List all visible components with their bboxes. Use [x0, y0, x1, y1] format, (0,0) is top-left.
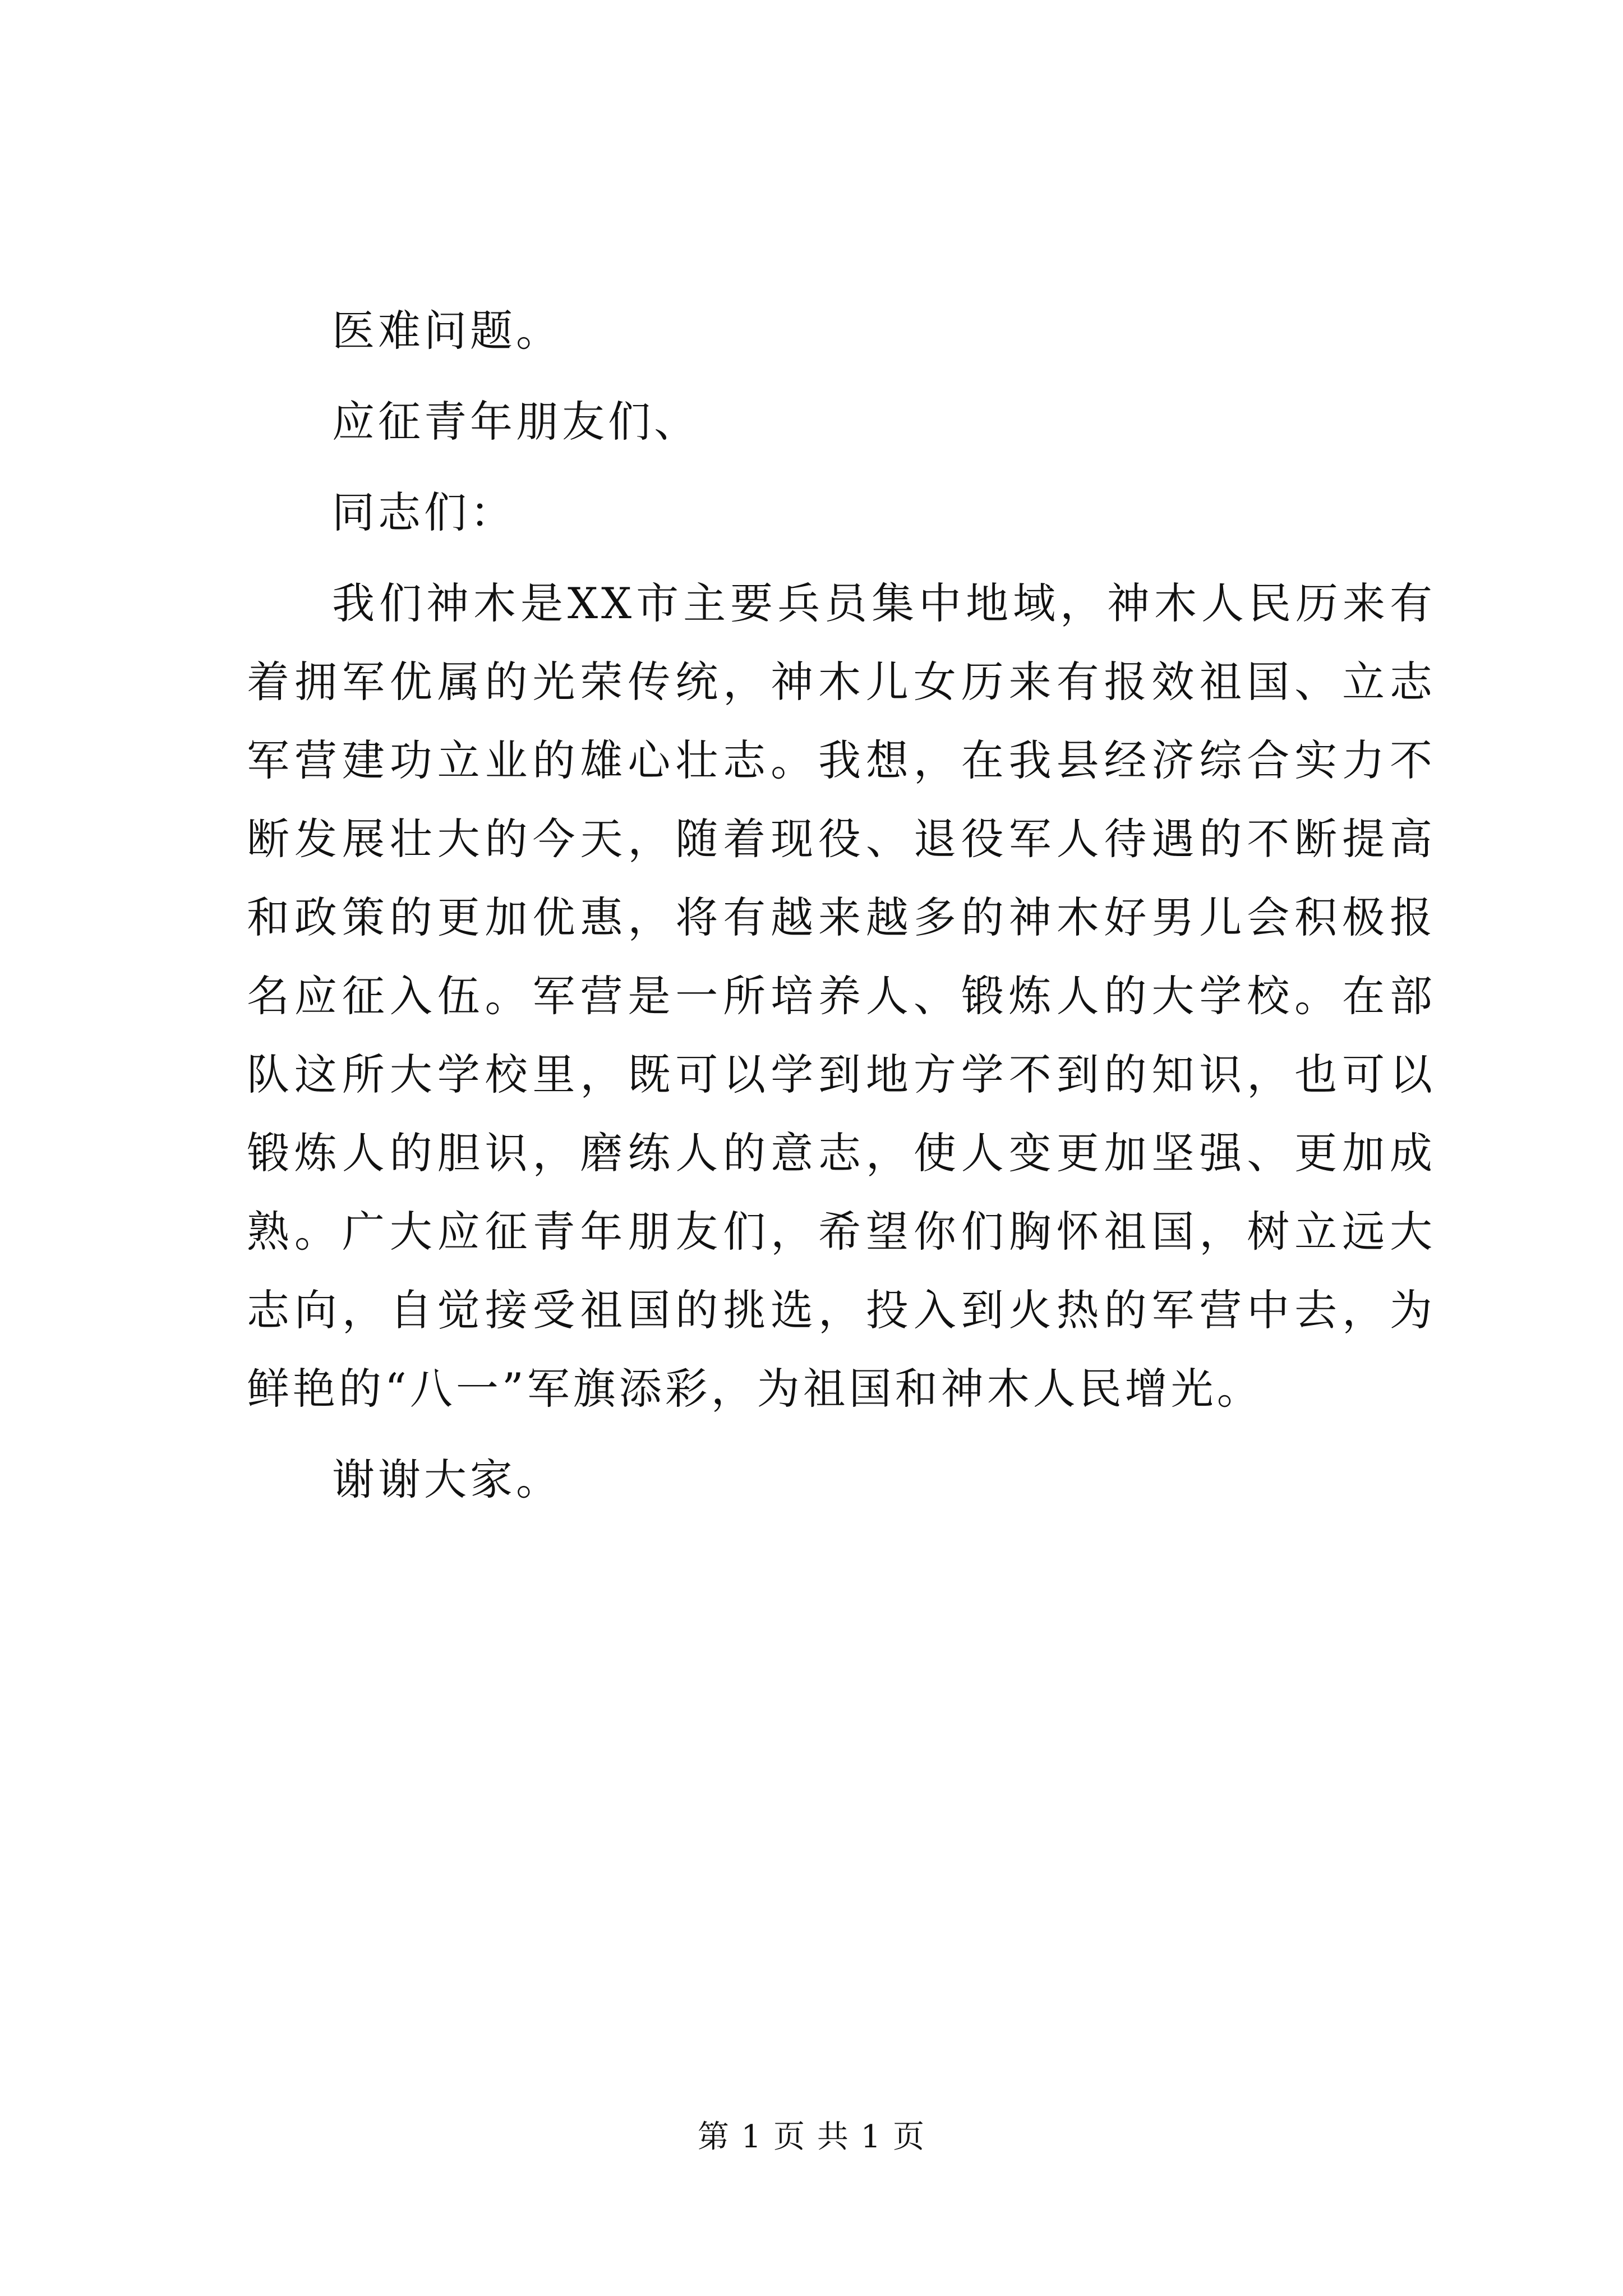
paragraph-main-speech: 我们神木是XX市主要兵员集中地域，神木人民历来有着拥军优属的光荣传统，神木儿女历来有报效祖国、立志军营建功立业的雄心壮志。我想，在我县经济综合实力不断发展壮大的今天，随着现役、退役军人待遇的不断提高和政策的更加优惠，将有越来越多的神木好男儿会积极报名应征入伍。军营是一所培养人、锻炼人的大学校。在部队这所大学校里，既可以学到地方学不到的知识，也可以锻炼人的胆识，磨练人的意志，使人变更加坚强、更加成熟。广大应征青年朋友们，希望你们胸怀祖国，树立远大志向，自觉接受祖国的挑选，投入到火热的军营中去，为鲜艳的“八一”军旗添彩，为祖国和神木人民增光。	[247, 578, 1436, 1414]
document-body	[247, 292, 1436, 1531]
paragraph-salutation-youth: 应征青年朋友们、	[332, 397, 700, 447]
paragraph-closing: 谢谢大家。	[332, 1455, 562, 1504]
page-footer: 第 1 页 共 1 页	[697, 2119, 926, 2155]
paragraph-opening-fragment: 医难问题。	[332, 306, 562, 356]
paragraph-salutation-comrades: 同志们：	[332, 487, 516, 537]
